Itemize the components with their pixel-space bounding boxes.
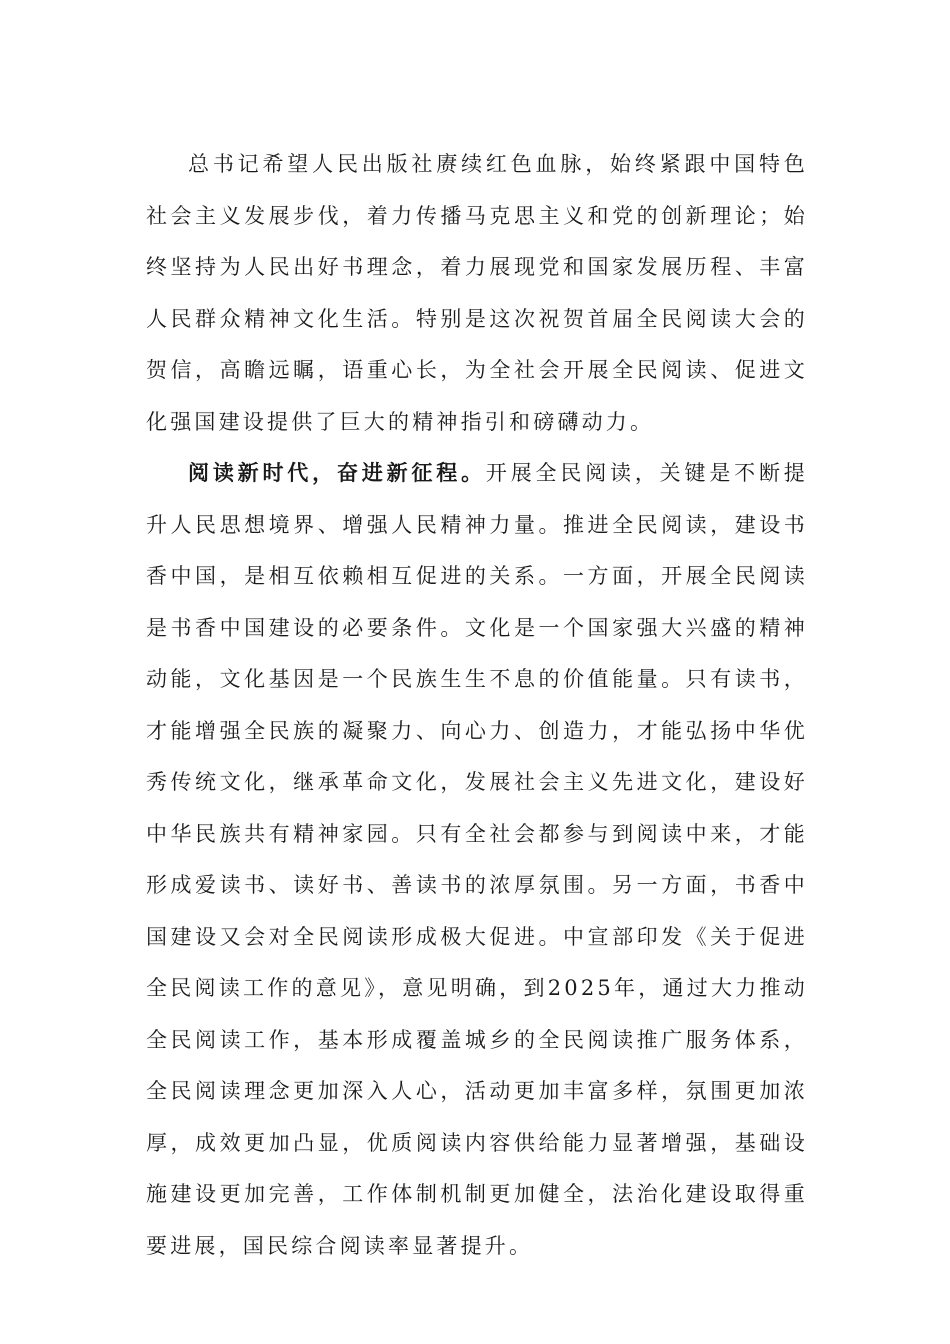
paragraph-2-bold-lead: 阅读新时代，奋进新征程。 xyxy=(188,460,486,485)
paragraph-2-body: 开展全民阅读，关键是不断提升人民思想境界、增强人民精神力量。推进全民阅读，建设书香中国，是相互依赖相互促进的关系。一方面，开展全民阅读是书香中国建设的必要条件。文化是一个国家强大兴盛的精神动能，文化基因是一个民族生生不息的价值能量。只有读书，才能增强全民族的凝聚力、向心力、创造力，才能弘扬中华优秀传统文化，继承革命文化，发展社会主义先进文化，建设好中华民族共有精神家园。只有全社会都参与到阅读中来，才能形成爱读书、读好书、善读书的浓厚氛围。另一方面，书香中国建设又会对全民阅读形成极大促进。中宣部印发《关于促进全民阅读工作的意见》，意见明确，到2025年，通过大力推动全民阅读工作，基本形成覆盖城乡的全民阅读推广服务体系，全民阅读理念更加深入人心，活动更加丰富多样，氛围更加浓厚，成效更加凸显，优质阅读内容供给能力显著增强，基础设施建设更加完善，工作体制机制更加健全，法治化建设取得重要进展，国民综合阅读率显著提升。 xyxy=(146,461,808,1258)
paragraph-2 xyxy=(146,447,808,1272)
paragraph-1: 总书记希望人民出版社赓续红色血脉，始终紧跟中国特色社会主义发展步伐，着力传播马克思主义和党的创新理论；始终坚持为人民出好书理念，着力展现党和国家发展历程、丰富人民群众精神文化生活。特别是这次祝贺首届全民阅读大会的贺信，高瞻远瞩，语重心长，为全社会开展全民阅读、促进文化强国建设提供了巨大的精神指引和磅礴动力。 xyxy=(146,152,808,434)
